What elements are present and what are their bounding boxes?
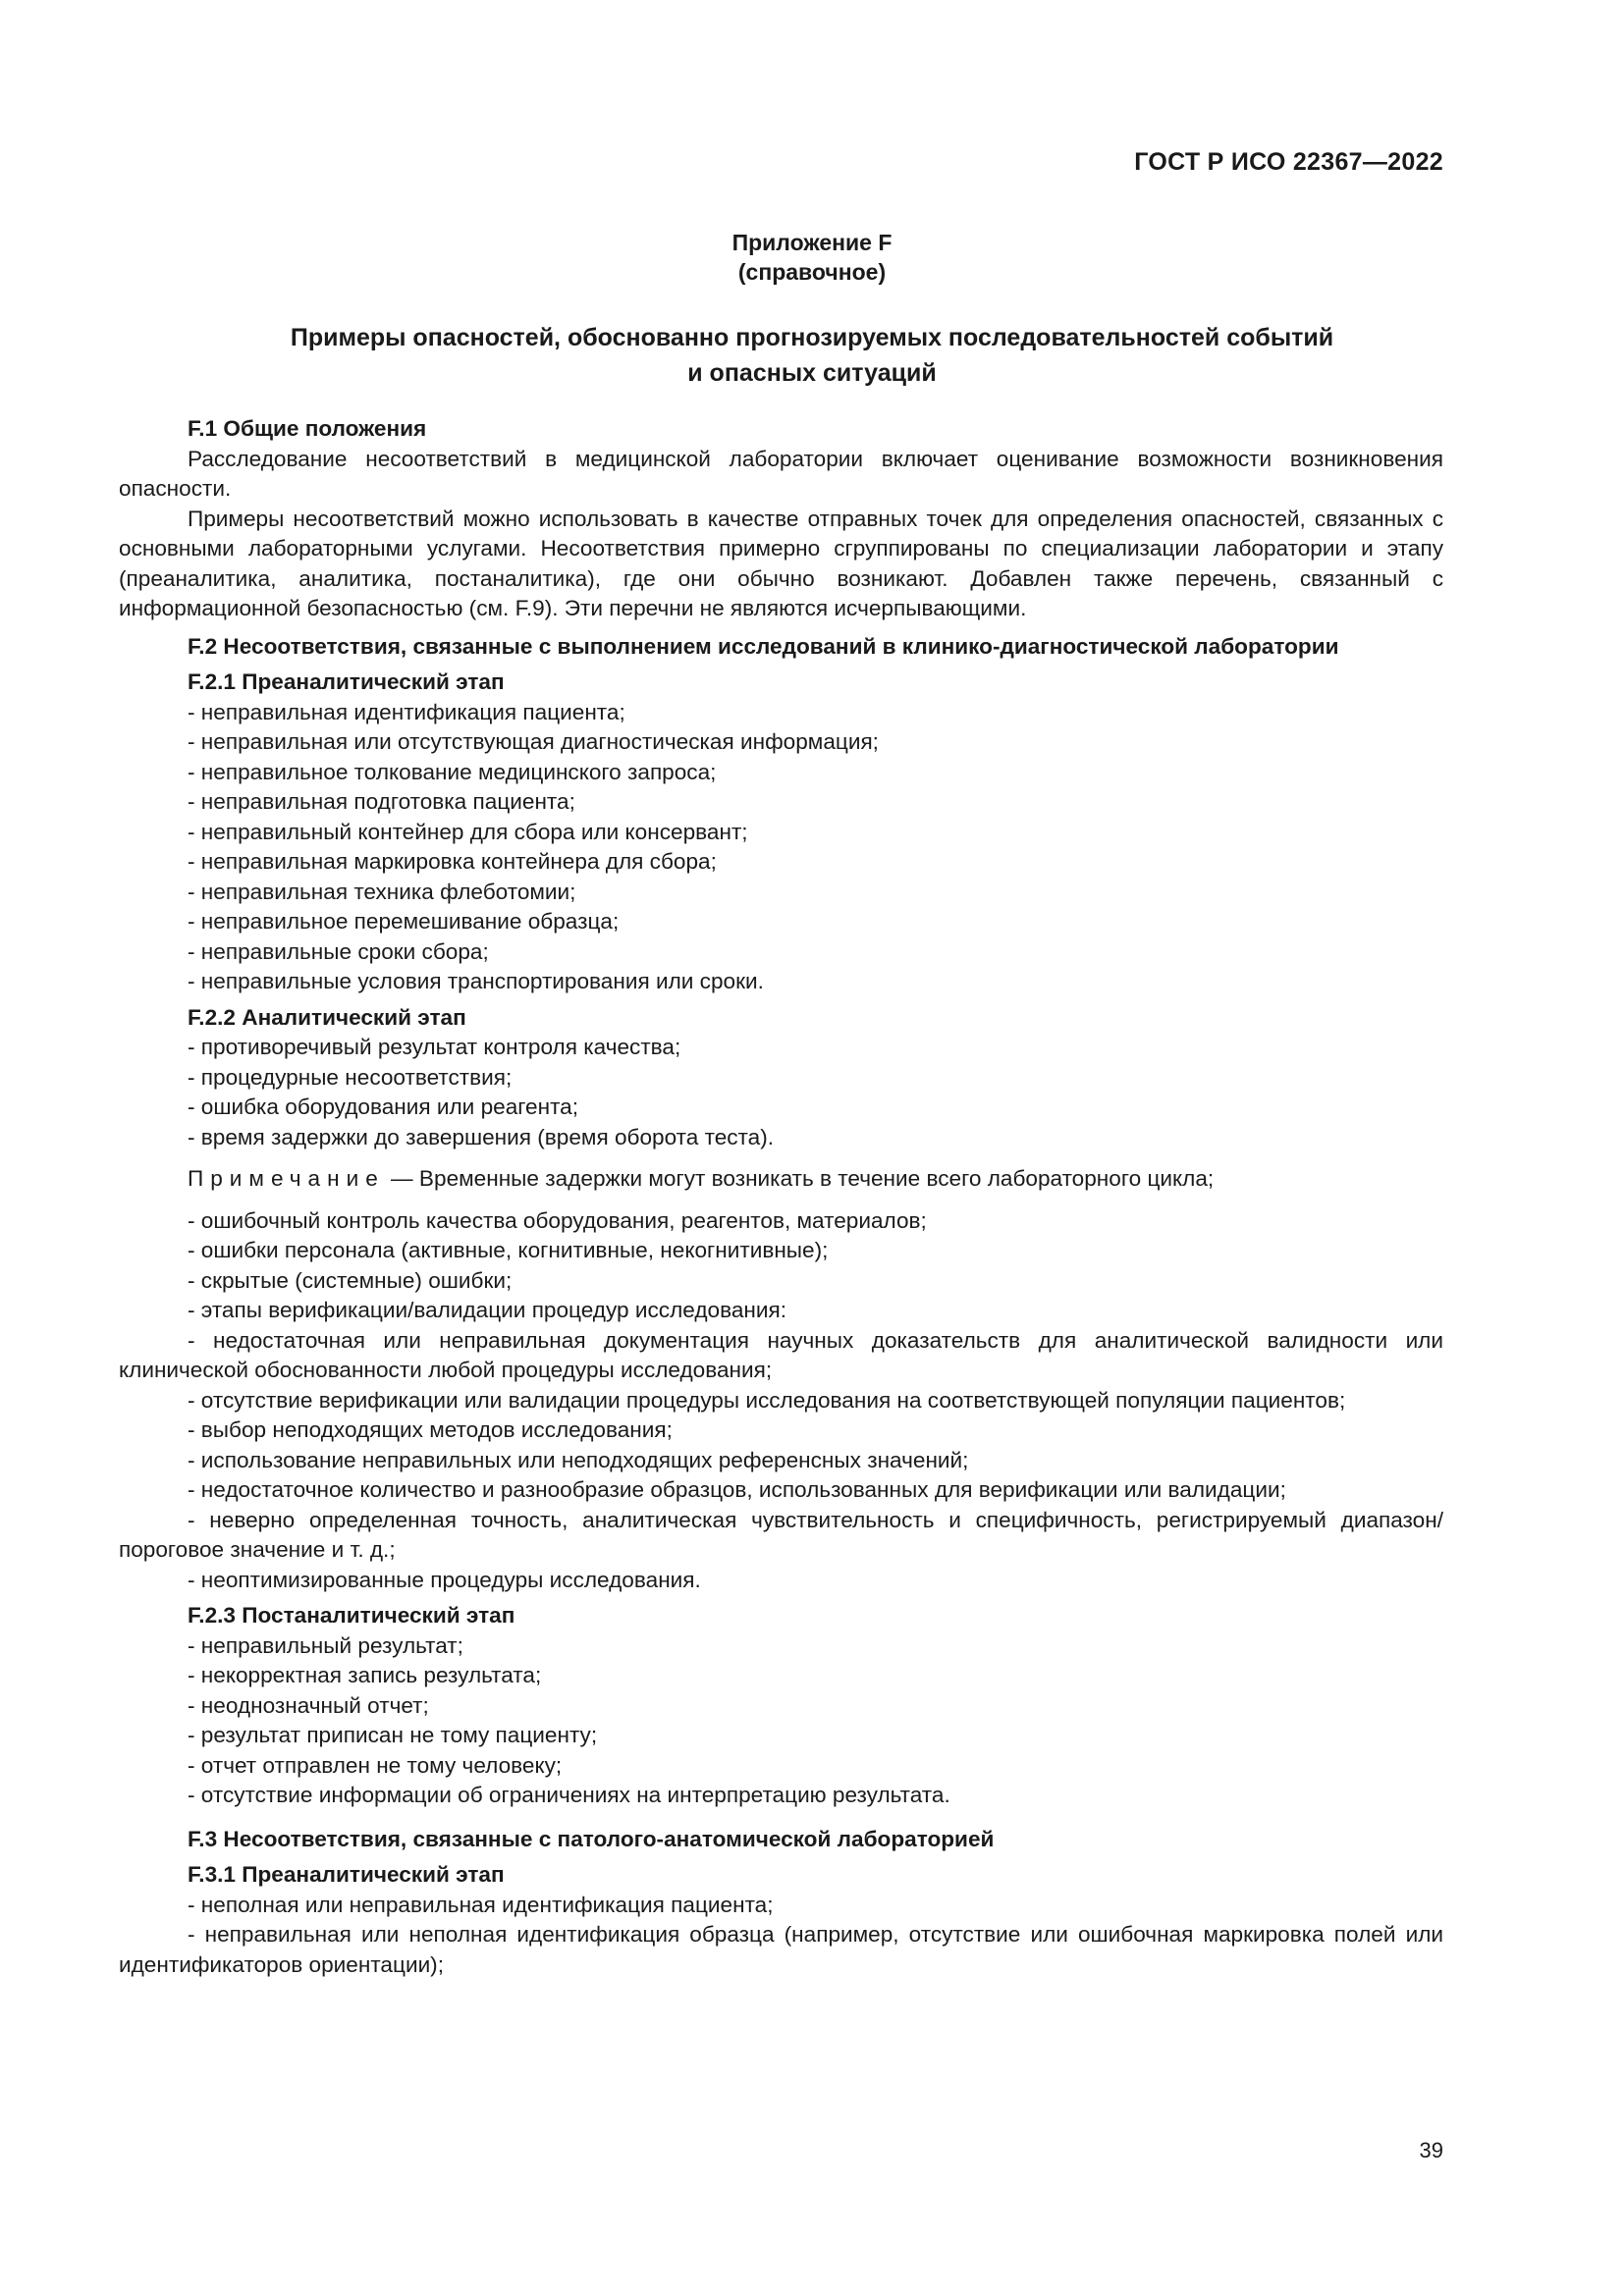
section-f23-list	[119, 1631, 1443, 1811]
section-f3-heading: F.3 Несоответствия, связанные с патолого-анатомической лабораторией	[188, 1826, 995, 1851]
list-item: - выбор неподходящих методов исследования;	[188, 1417, 673, 1442]
section-f23-heading: F.2.3 Постаналитический этап	[188, 1603, 515, 1628]
section-f22-list	[119, 1033, 1443, 1152]
document-code: ГОСТ Р ИСО 22367—2022	[1134, 148, 1443, 176]
list-item: - использование неправильных или неподходящих референсных значений;	[188, 1447, 969, 1472]
list-item: - противоречивый результат контроля качества;	[188, 1035, 681, 1059]
section-f31-heading: F.3.1 Преаналитический этап	[188, 1862, 505, 1887]
list-item: - отчет отправлен не тому человеку;	[188, 1752, 563, 1778]
section-f1-paragraph-2: Примеры несоответствий можно использовать в качестве отправных точек для определения опасностей, связанных с основными лабораторными услугами. Несоответствия примерно сгруппированы по специализации лаборатории и этапу (преаналитика, аналитика, постаналитика), где они обычно возникают. Добавлен также перечень, связанный с информационной безопасностью (см. F.9). Эти перечни не являются исчерпывающими.	[119, 506, 1443, 620]
appendix-label: Приложение F	[731, 230, 893, 255]
main-title	[0, 320, 1624, 391]
list-item: - результат приписан не тому пациенту;	[188, 1723, 598, 1747]
appendix-type: (справочное)	[737, 259, 887, 285]
list-item: - неправильное толкование медицинского запроса;	[188, 759, 717, 784]
page-number: 39	[1419, 2138, 1443, 2163]
note	[119, 1164, 1443, 1195]
list-item: - неправильный контейнер для сбора или консервант;	[188, 819, 748, 844]
section-f2-heading: F.2 Несоответствия, связанные с выполнением исследований в клинико-диагностической лаборатории	[188, 633, 1339, 659]
main-title-line-1: Примеры опасностей, обоснованно прогнозируемых последовательностей событий	[290, 324, 1334, 351]
appendix-heading	[0, 228, 1624, 287]
list-item: - неправильная идентификация пациента;	[188, 699, 625, 724]
section-f31-list	[119, 1891, 1443, 1981]
list-item: - неправильная техника флеботомии;	[188, 879, 576, 904]
list-item: - ошибка оборудования или реагента;	[188, 1095, 579, 1119]
section-f1-heading: F.1 Общие положения	[188, 416, 427, 441]
list-item: - неправильное перемешивание образца;	[188, 909, 620, 934]
list-item: - неоптимизированные процедуры исследования.	[188, 1567, 701, 1592]
list-item: - неверно определенная точность, аналитическая чувствительность и специфичность, регистрируемый диапазон/пороговое значение и т. д.;	[119, 1507, 1443, 1562]
list-item: - недостаточная или неправильная документация научных доказательств для аналитической валидности или клинической обоснованности любой процедуры исследования;	[119, 1327, 1443, 1382]
section-f21-heading: F.2.1 Преаналитический этап	[188, 669, 505, 694]
list-item: - отсутствие информации об ограничениях на интерпретацию результата.	[188, 1783, 950, 1807]
list-item: - неправильные сроки сбора;	[188, 938, 489, 964]
note-text: — Временные задержки могут возникать в течение всего лабораторного цикла;	[384, 1166, 1215, 1191]
list-item: - ошибочный контроль качества оборудования, реагентов, материалов;	[188, 1207, 927, 1233]
list-item: - недостаточное количество и разнообразие образцов, использованных для верификации или валидации;	[188, 1477, 1286, 1502]
list-item: - ошибки персонала (активные, когнитивные, некогнитивные);	[188, 1238, 829, 1262]
list-item: - неправильные условия транспортирования или сроки.	[188, 969, 764, 993]
section-f22-list-2	[119, 1206, 1443, 1596]
main-title-line-2: и опасных ситуаций	[687, 359, 937, 387]
section-f1-paragraph-1: Расследование несоответствий в медицинской лаборатории включает оценивание возможности возникновения опасности.	[119, 446, 1443, 501]
note-prefix: Примечание	[188, 1166, 385, 1191]
list-item: - этапы верификации/валидации процедур исследования:	[188, 1298, 787, 1322]
list-item: - неправильная маркировка контейнера для сбора;	[188, 849, 717, 874]
section-f22-heading: F.2.2 Аналитический этап	[188, 1004, 466, 1030]
list-item: - скрытые (системные) ошибки;	[188, 1267, 513, 1293]
list-item: - неоднозначный отчет;	[188, 1692, 429, 1718]
list-item: - неполная или неправильная идентификация пациента;	[188, 1892, 774, 1917]
list-item: - процедурные несоответствия;	[188, 1064, 513, 1090]
list-item: - неправильная подготовка пациента;	[188, 789, 575, 814]
list-item: - неправильный результат;	[188, 1632, 463, 1658]
list-item: - некорректная запись результата;	[188, 1663, 542, 1687]
list-item: - время задержки до завершения (время оборота теста).	[188, 1124, 775, 1149]
section-f21-list	[119, 698, 1443, 997]
list-item: - неправильная или неполная идентификация образца (например, отсутствие или ошибочная маркировка полей или идентификаторов ориентации);	[119, 1922, 1443, 1977]
list-item: - неправильная или отсутствующая диагностическая информация;	[188, 729, 879, 754]
list-item: - отсутствие верификации или валидации процедуры исследования на соответствующей популяции пациентов;	[188, 1387, 1346, 1413]
document-body	[119, 414, 1443, 1980]
